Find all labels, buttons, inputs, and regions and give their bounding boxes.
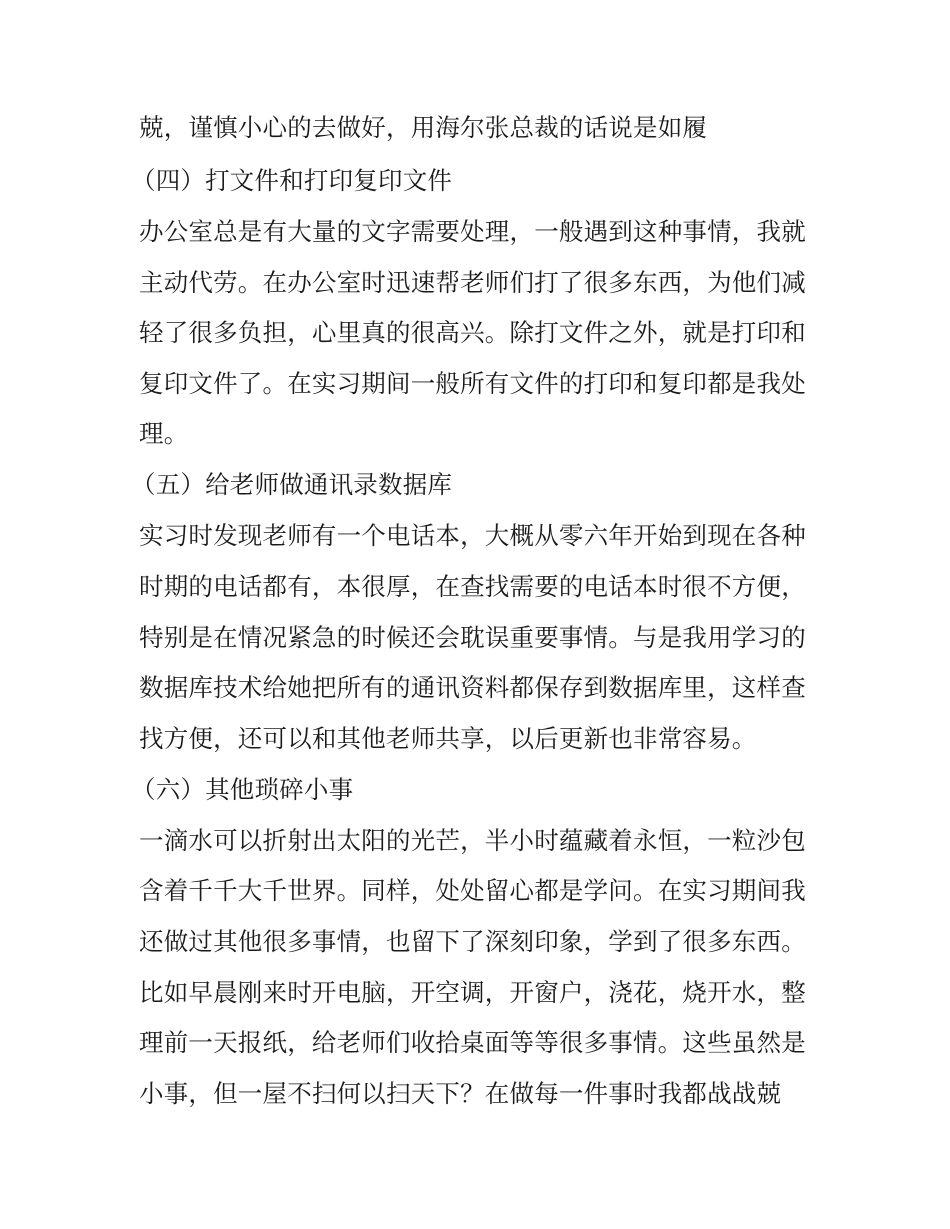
text-line: 兢，谨慎小心的去做好，用海尔张总裁的话说是如履 [139, 113, 708, 142]
text-line: 轻了很多负担，心里真的很高兴。除打文件之外，就是打印和 [139, 318, 806, 347]
text-line: 小事，但一屋不扫何以扫天下？在做每一件事时我都战战兢 [139, 1079, 782, 1108]
text-line: 理。 [139, 419, 189, 448]
text-line: 含着千千大千世界。同样，处处留心都是学问。在实习期间我 [139, 876, 806, 905]
text-line: 找方便，还可以和其他老师共享，以后更新也非常容易。 [139, 724, 757, 753]
text-line: 数据库技术给她把所有的通讯资料都保存到数据库里，这样查 [139, 673, 806, 702]
section-heading-6: （六）其他琐碎小事 [131, 775, 354, 804]
text-line: 一滴水可以折射出太阳的光芒，半小时蕴藏着永恒，一粒沙包 [139, 826, 806, 855]
section-heading-5: （五）给老师做通讯录数据库 [131, 470, 453, 499]
text-line: 理前一天报纸，给老师们收拾桌面等等很多事情。这些虽然是 [139, 1028, 806, 1057]
section-heading-4: （四）打文件和打印复印文件 [131, 166, 453, 195]
text-line: 还做过其他很多事情，也留下了深刻印象，学到了很多东西。 [139, 927, 806, 956]
text-line: 时期的电话都有，本很厚，在查找需要的电话本时很不方便， [139, 572, 806, 601]
text-line: 比如早晨刚来时开电脑，开空调，开窗户，浇花，烧开水，整 [139, 978, 806, 1007]
text-line: 特别是在情况紧急的时候还会耽误重要事情。与是我用学习的 [139, 623, 806, 652]
text-line: 主动代劳。在办公室时迅速帮老师们打了很多东西，为他们减 [139, 268, 806, 297]
text-line: 办公室总是有大量的文字需要处理，一般遇到这种事情，我就 [139, 217, 806, 246]
text-line: 实习时发现老师有一个电话本，大概从零六年开始到现在各种 [139, 521, 806, 550]
text-line: 复印文件了。在实习期间一般所有文件的打印和复印都是我处 [139, 369, 806, 398]
